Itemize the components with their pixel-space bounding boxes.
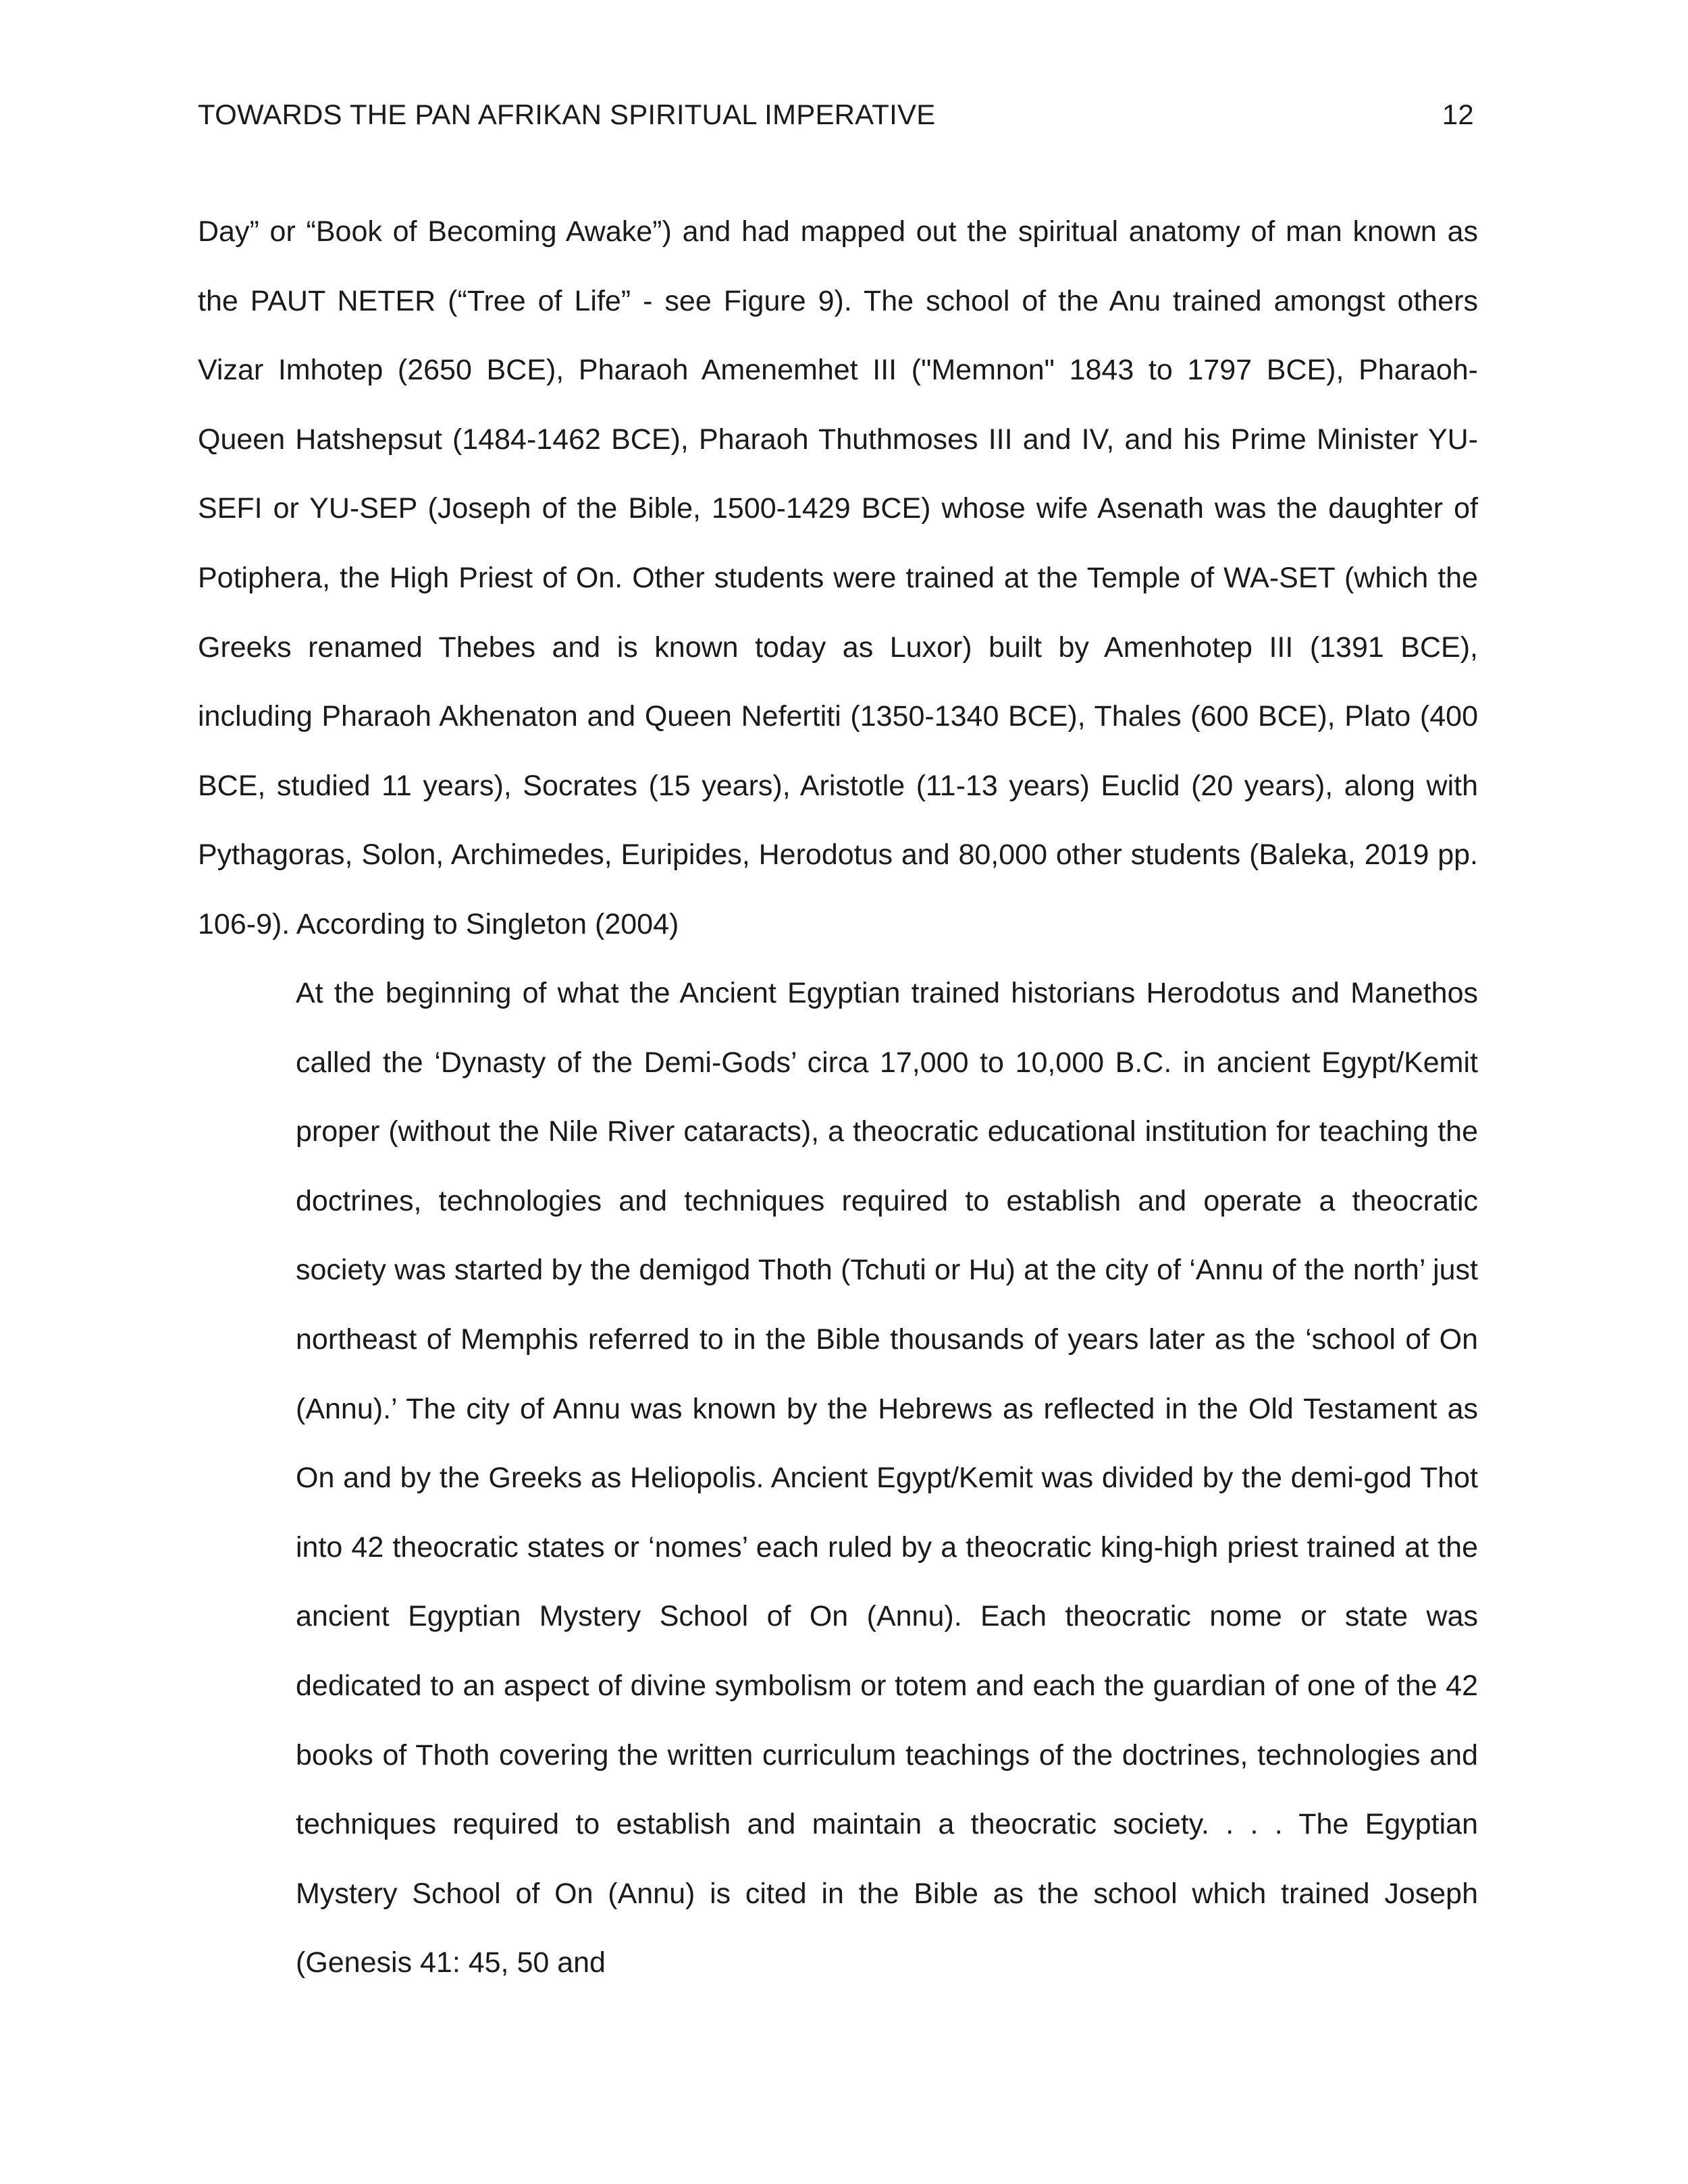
body-paragraph: Day” or “Book of Becoming Awake”) and had mapped out the spiritual anatomy of man known as the PAUT NETER (“Tree of Life” - see Figure 9). The school of the Anu trained amongst others Vizar Imhotep (2650 BCE), Pharaoh Amenemhet III ("Memnon" 1843 to 1797 BCE), Pharaoh-Queen Hatshepsut (1484-1462 BCE), Pharaoh Thuthmoses III and IV, and his Prime Minister YU-SEFI or YU-SEP (Joseph of the Bible, 1500-1429 BCE) whose wife Asenath was the daughter of Potiphera, the High Priest of On. Other students were trained at the Temple of WA-SET (which the Greeks renamed Thebes and is known today as Luxor) built by Amenhotep III (1391 BCE), including Pharaoh Akhenaton and Queen Nefertiti (1350-1340 BCE), Thales (600 BCE), Plato (400 BCE, studied 11 years), Socrates (15 years), Aristotle (11-13 years) Euclid (20 years), along with Pythagoras, Solon, Archimedes, Euripides, Herodotus and 80,000 other students (Baleka, 2019 pp. 106-9). According to Singleton (2004) [198, 215, 1478, 940]
block-quote: At the beginning of what the Ancient Egyptian trained historians Herodotus and Manethos called the ‘Dynasty of the Demi-Gods’ circa 17,000 to 10,000 B.C. in ancient Egypt/Kemit proper (without the Nile River cataracts), a theocratic educational institution for teaching the doctrines, technologies and techniques required to establish and operate a theocratic society was started by the demigod Thoth (Tchuti or Hu) at the city of ‘Annu of the north’ just northeast of Memphis referred to in the Bible thousands of years later as the ‘school of On (Annu).’ The city of Annu was known by the Hebrews as reflected in the Old Testament as On and by the Greeks as Heliopolis. Ancient Egypt/Kemit was divided by the demi-god Thot into 42 theocratic states or ‘nomes’ each ruled by a theocratic king-high priest trained at the ancient Egyptian Mystery School of On (Annu). Each theocratic nome or state was dedicated to an aspect of divine symbolism or totem and each the guardian of one of the 42 books of Thoth covering the written curriculum teachings of the doctrines, technologies and techniques required to establish and maintain a theocratic society. . . . The Egyptian Mystery School of On (Annu) is cited in the Bible as the school which trained Joseph (Genesis 41: 45, 50 and [296, 977, 1478, 1979]
running-head-title: TOWARDS THE PAN AFRIKAN SPIRITUAL IMPERATIVE [198, 99, 936, 130]
running-head [198, 96, 1474, 134]
page-number: 12 [1442, 99, 1474, 130]
